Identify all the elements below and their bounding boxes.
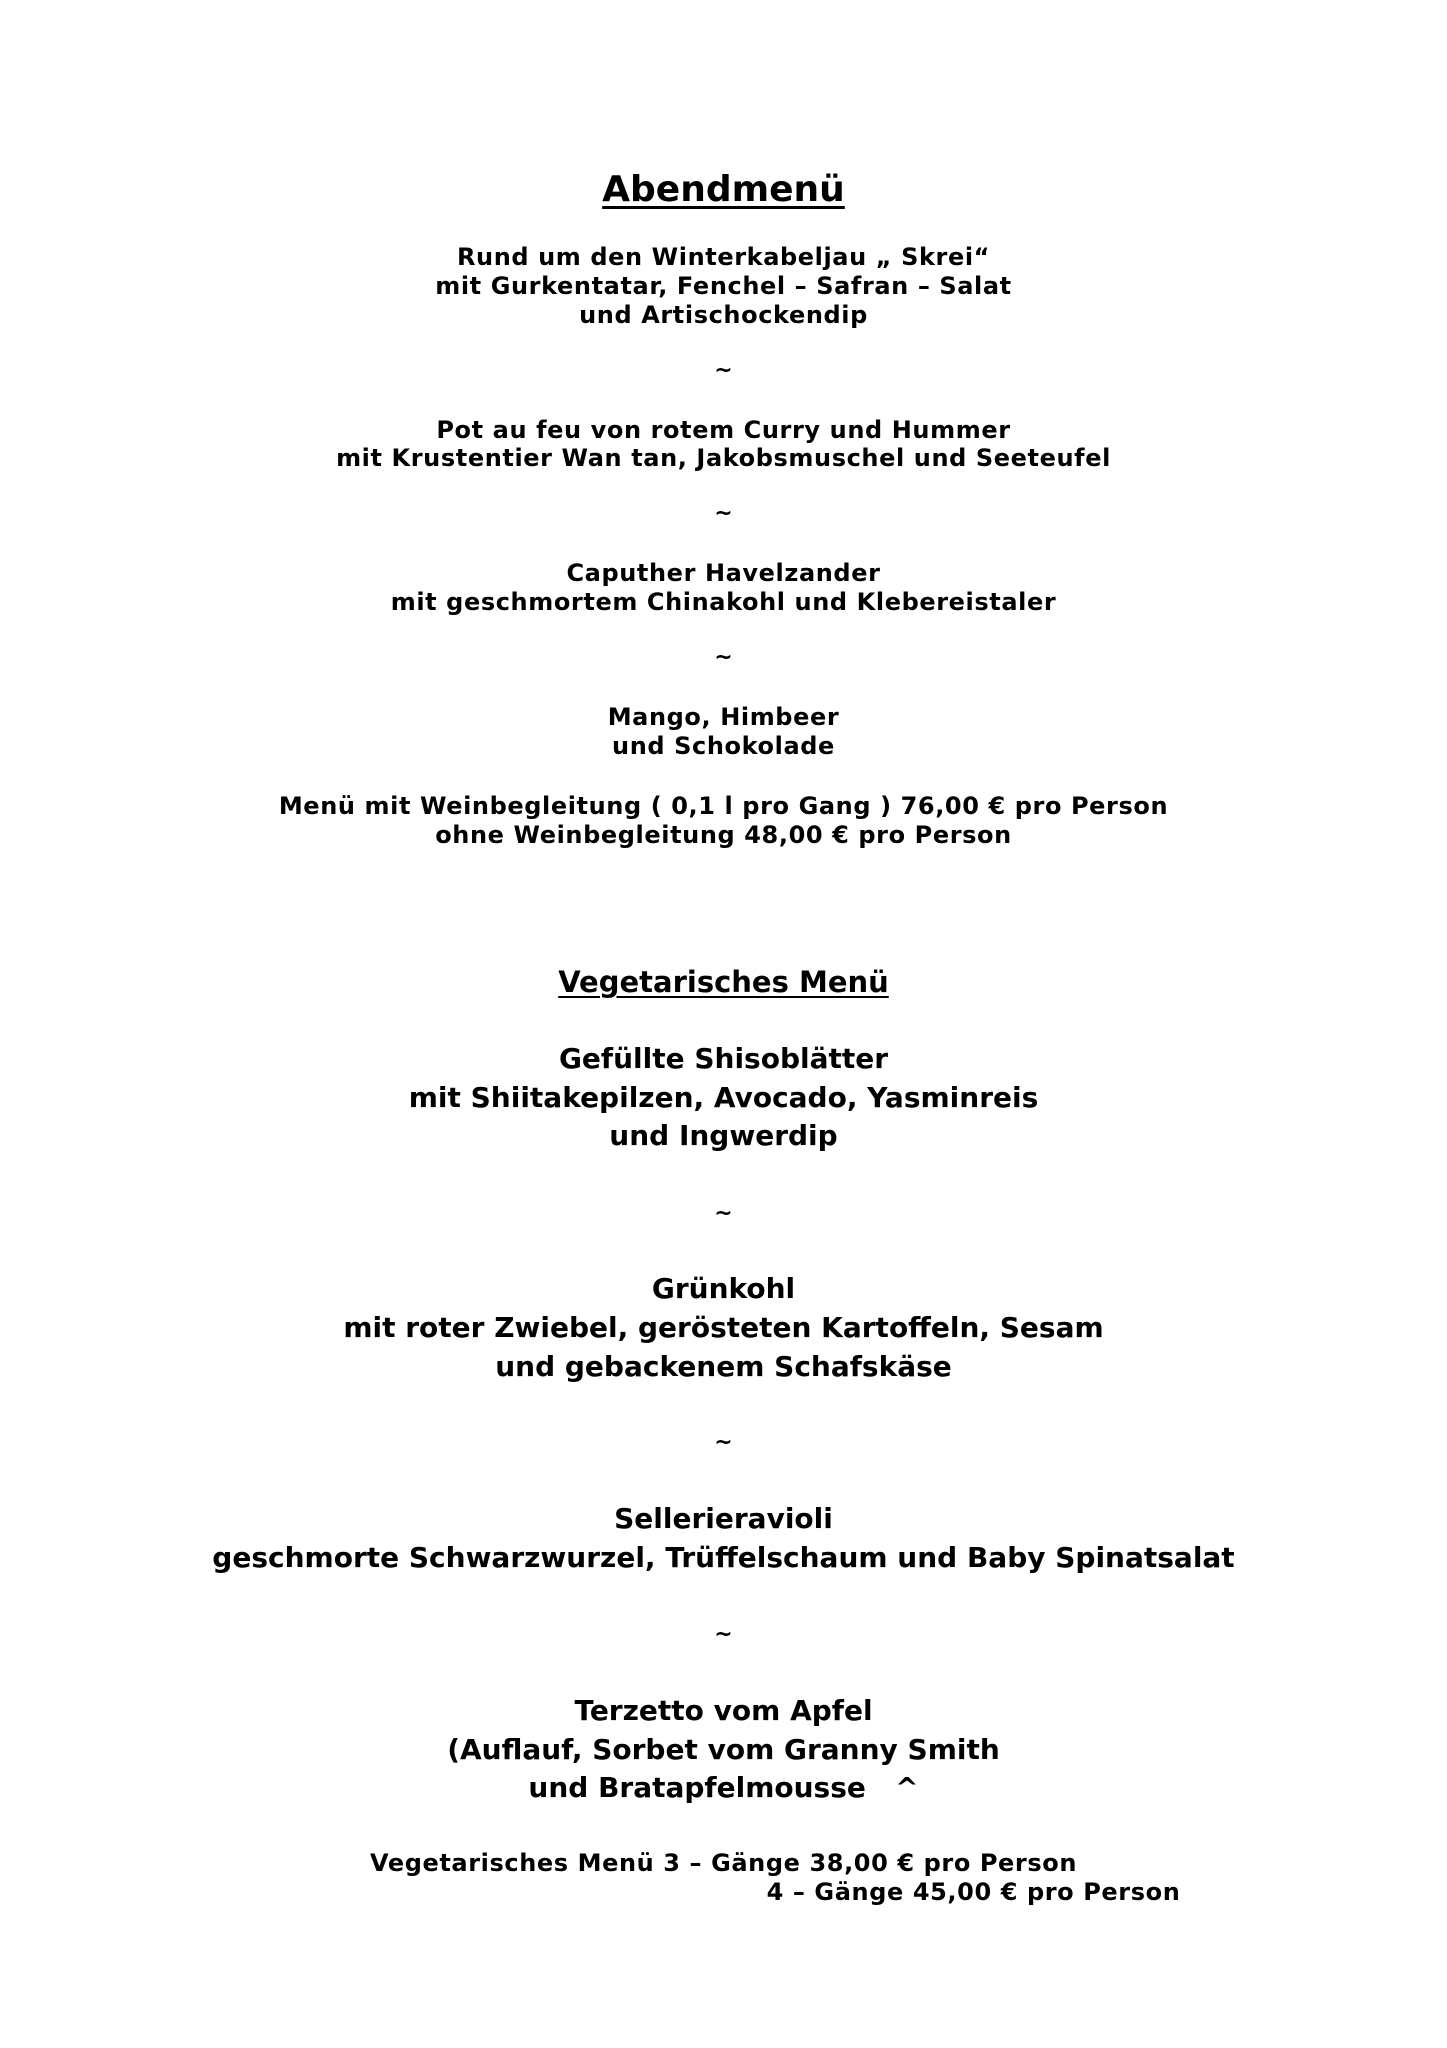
abend-course3-line2: mit geschmortem Chinakohl und Klebereistaler: [390, 588, 1057, 616]
abend-course1-line1: Rund um den Winterkabeljau „ Skrei“: [456, 243, 991, 271]
veg-course3-line1: Sellerieravioli: [614, 1502, 833, 1535]
abend-course1-line2: mit Gurkentatar, Fenchel – Safran – Salat: [435, 272, 1012, 300]
abend-course3-line1: Caputher Havelzander: [566, 559, 881, 587]
abend-price-line1: Menü mit Weinbegleitung ( 0,1 l pro Gang ) 76,00 € pro Person: [278, 792, 1169, 820]
veg-separator-1: ~: [714, 1201, 733, 1226]
abend-course2-line2: mit Krustentier Wan tan, Jakobsmuschel und Seeteufel: [336, 444, 1111, 472]
abend-course1-line3: und Artischockendip: [579, 301, 868, 329]
veg-course1-line2: mit Shiitakepilzen, Avocado, Yasminreis: [408, 1081, 1039, 1114]
veg-separator-2: ~: [714, 1430, 733, 1455]
veg-separator-3: ~: [714, 1622, 733, 1647]
veg-course2-line3: und gebackenem Schafskäse: [495, 1350, 952, 1383]
veg-price-line1: Vegetarisches Menü 3 – Gänge 38,00 € pro Person: [369, 1849, 1078, 1877]
veg-course3-line2: geschmorte Schwarzwurzel, Trüffelschaum und Baby Spinatsalat: [212, 1541, 1235, 1574]
abend-separator-3: ~: [714, 645, 733, 670]
veg-course4-line2: (Auflauf, Sorbet vom Granny Smith: [447, 1733, 1000, 1766]
veg-course4-line1: Terzetto vom Apfel: [574, 1694, 873, 1727]
abend-course4-line1: Mango, Himbeer: [607, 703, 840, 731]
veg-course4-line3: und Bratapfelmousse ^: [528, 1771, 919, 1804]
veg-course2-line1: Grünkohl: [651, 1272, 796, 1305]
veg-course1-line1: Gefüllte Shisoblätter: [558, 1042, 889, 1075]
veg-course1-line3: und Ingwerdip: [609, 1119, 838, 1152]
veg-course2-line2: mit roter Zwiebel, gerösteten Kartoffeln, Sesam: [343, 1311, 1104, 1344]
veg-menu-title: Vegetarisches Menü: [558, 965, 889, 999]
abend-price-line2: ohne Weinbegleitung 48,00 € pro Person: [435, 821, 1012, 849]
veg-price-line2: 4 – Gänge 45,00 € pro Person: [766, 1878, 1181, 1906]
abendmenu-title: Abendmenü: [602, 169, 845, 210]
abend-separator-1: ~: [714, 358, 733, 383]
abend-separator-2: ~: [714, 501, 733, 526]
abend-course2-line1: Pot au feu von rotem Curry und Hummer: [436, 416, 1011, 444]
abend-course4-line2: und Schokolade: [612, 732, 835, 760]
